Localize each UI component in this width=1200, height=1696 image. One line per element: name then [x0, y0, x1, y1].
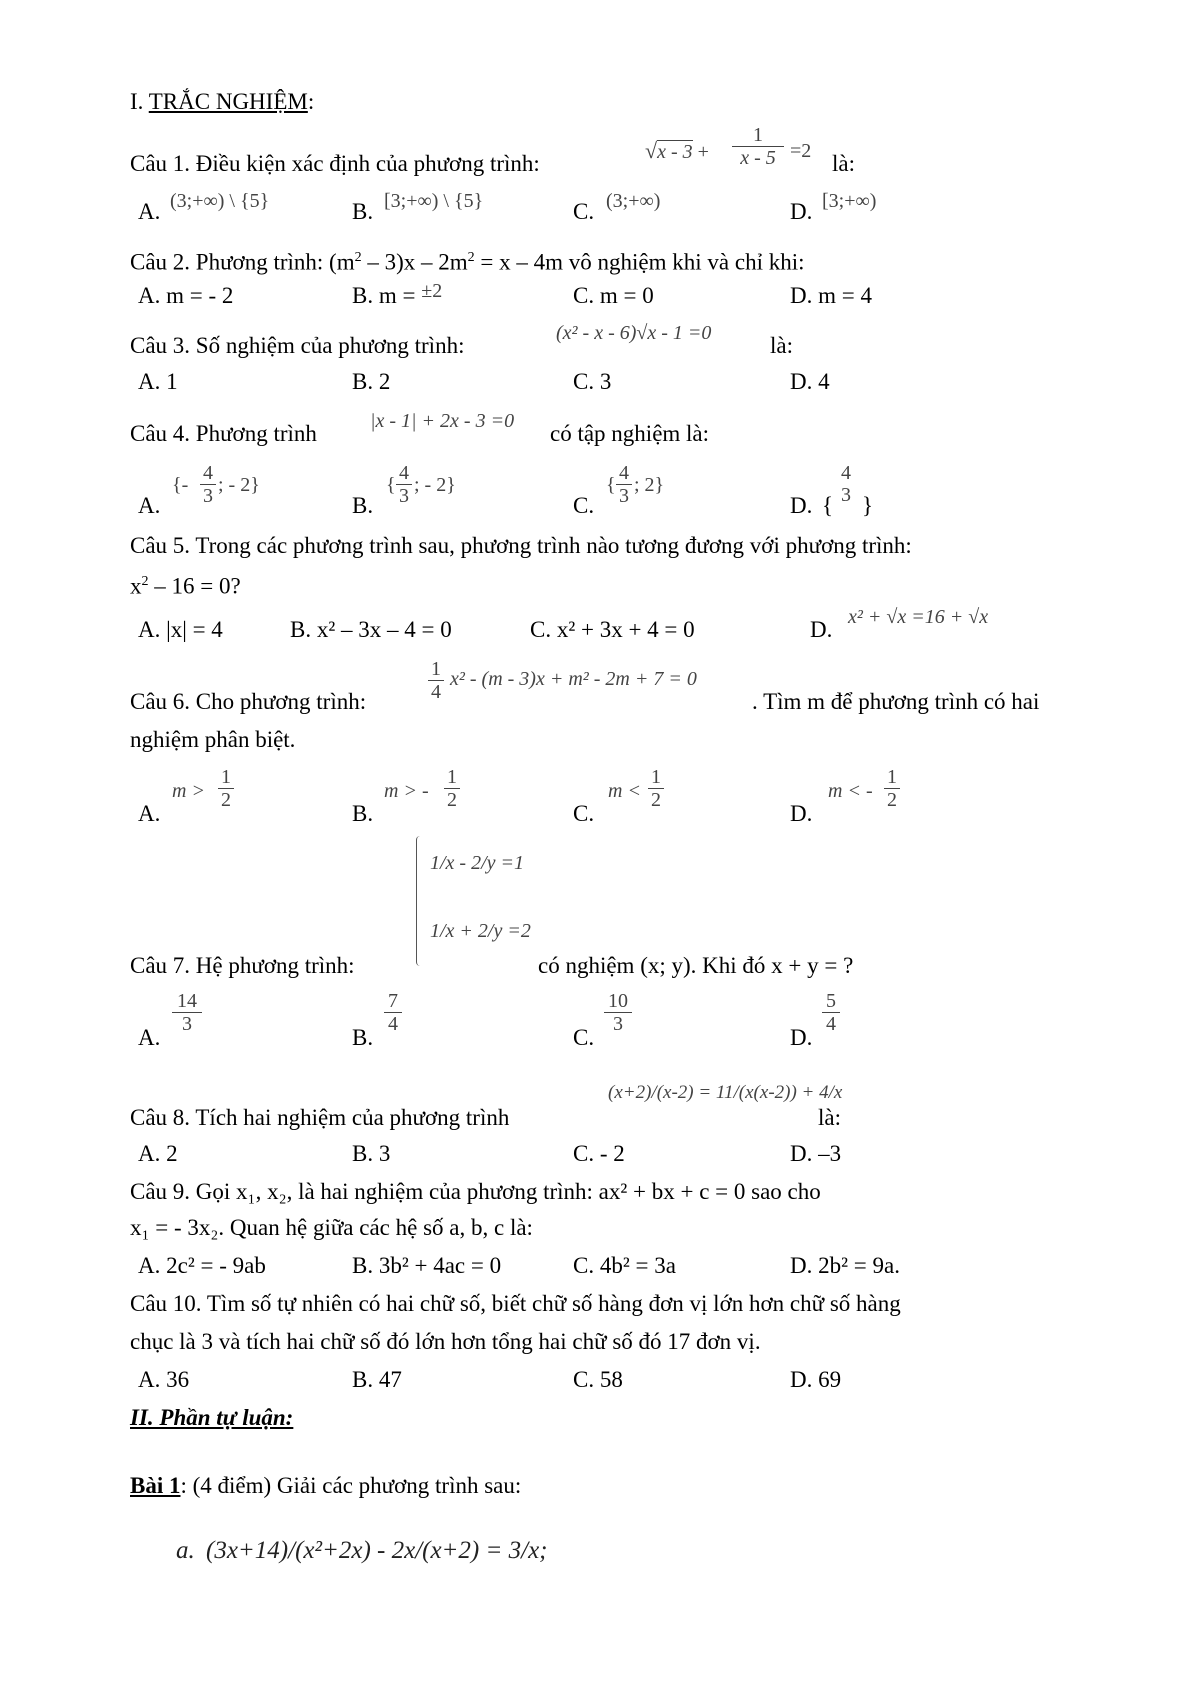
- q2-option-b-value: m =: [378, 283, 422, 308]
- q6-option-b-rel: m > -: [384, 780, 429, 802]
- q1-eq-fraction: [732, 124, 784, 169]
- q6-option-a-frac: [218, 766, 234, 811]
- q6-option-c[interactable]: [573, 800, 594, 828]
- q9-line1: Câu 9. Gọi x₁, x₂, là hai nghiệm của phương trình: ax² + bx + c = 0 sao cho: [130, 1179, 821, 1204]
- q5-line2-sup: 2: [141, 574, 149, 589]
- q6-option-d-rel: m < -: [828, 780, 873, 802]
- q9-option-b[interactable]: [352, 1252, 501, 1280]
- q1-eq-plus: +: [697, 141, 709, 163]
- q4-option-d-den: 3: [841, 484, 851, 506]
- q2-option-d[interactable]: [790, 282, 872, 310]
- q8-option-b[interactable]: [352, 1140, 390, 1168]
- q7-option-d-frac: [822, 990, 840, 1035]
- q7-option-c-frac: [604, 990, 632, 1035]
- q5-line1: Câu 5. Trong các phương trình sau, phương trình nào tương đương với phương trình:: [130, 533, 912, 558]
- q6-eq-num: 1: [431, 658, 441, 680]
- q2-option-b-extra: ±2: [421, 280, 443, 302]
- q3-suffix: là:: [770, 333, 793, 358]
- q5-option-c[interactable]: [530, 616, 695, 644]
- q2-option-d-value: m = 4: [818, 283, 872, 308]
- q4-option-a-pre: {-: [172, 474, 189, 496]
- q7-option-b-den: 4: [384, 1012, 402, 1035]
- q9-option-a[interactable]: [138, 1252, 266, 1280]
- q4-option-b-num: 4: [399, 462, 409, 484]
- q8-option-a[interactable]: [138, 1140, 178, 1168]
- q4-option-a-label: A.: [138, 493, 161, 518]
- q10-option-a-label: A.: [138, 1367, 161, 1392]
- q1-option-c-value: (3;+∞): [606, 190, 661, 212]
- q4-option-a[interactable]: [138, 492, 160, 520]
- q1-eq-num: 1: [753, 124, 763, 146]
- section-1-heading: [130, 88, 314, 116]
- q4-option-c-pre: {: [606, 474, 616, 496]
- q8-option-a-label: A.: [138, 1141, 161, 1166]
- q7-suffix: có nghiệm (x; y). Khi đó x + y = ?: [538, 953, 854, 978]
- q7-option-a-label: A.: [138, 1025, 161, 1050]
- q1-option-a-value: (3;+∞) \ {5}: [170, 190, 270, 212]
- q1-eq-right: =2: [790, 140, 812, 162]
- q8-equation: (x+2)/(x-2) = 11/(x(x-2)) + 4/x: [608, 1082, 843, 1103]
- q6-option-d[interactable]: [790, 800, 812, 828]
- q1-option-d[interactable]: [790, 198, 812, 226]
- q1-suffix: là:: [832, 151, 855, 176]
- q8-text: Câu 8. Tích hai nghiệm của phương trình: [130, 1105, 510, 1130]
- section-1-prefix: I.: [130, 89, 149, 114]
- q7-option-b-label: B.: [352, 1025, 374, 1050]
- q2-mid2: = x – 4m vô nghiệm khi và chỉ khi:: [474, 249, 805, 275]
- bai1-label: Bài 1: [130, 1473, 181, 1498]
- q4-option-c-num: 4: [619, 462, 629, 484]
- q7-sys-line2: 1/x + 2/y =2: [430, 920, 531, 942]
- q8-option-c[interactable]: [573, 1140, 625, 1168]
- q7-option-c-den: 3: [604, 1012, 632, 1035]
- q7-option-a-den: 3: [172, 1012, 202, 1035]
- q7-option-b[interactable]: [352, 1024, 373, 1052]
- q4-option-b-pre: {: [386, 474, 396, 496]
- q4-suffix: có tập nghiệm là:: [550, 421, 710, 446]
- q9-option-c-label: C.: [573, 1253, 595, 1278]
- q4-option-b[interactable]: [352, 492, 373, 520]
- q5-option-d[interactable]: [810, 616, 832, 644]
- q3-text: Câu 3. Số nghiệm của phương trình:: [130, 333, 465, 358]
- q2-sup-1: 2: [354, 250, 362, 265]
- q2-option-b-label: B.: [352, 283, 374, 308]
- q8-option-d[interactable]: [790, 1140, 841, 1168]
- q10-option-a-value: 36: [166, 1367, 190, 1392]
- q5-option-b-label: B.: [290, 617, 312, 642]
- q1-option-a[interactable]: [138, 198, 160, 226]
- q6-option-b-den: 2: [444, 788, 460, 811]
- q7-option-c-label: C.: [573, 1025, 595, 1050]
- q8-option-c-value: - 2: [599, 1141, 625, 1166]
- q4-equation: |x - 1| + 2x - 3 =0: [370, 410, 515, 432]
- q10-option-b-label: B.: [352, 1367, 374, 1392]
- q9-option-a-value: 2c² = - 9ab: [166, 1253, 266, 1278]
- q10-option-d[interactable]: [790, 1366, 841, 1394]
- q6-line2: nghiệm phân biệt.: [130, 727, 296, 752]
- q7-sys-line1: 1/x - 2/y =1: [430, 852, 525, 874]
- q6-option-d-num: 1: [887, 766, 897, 788]
- q8-option-b-label: B.: [352, 1141, 374, 1166]
- q2-mid1: – 3)x – 2m: [361, 249, 468, 275]
- q9-option-d-value: 2b² = 9a.: [818, 1253, 900, 1278]
- q6-option-a-num: 1: [221, 766, 231, 788]
- q4-option-a-num: 4: [203, 462, 213, 484]
- q7-system-brace: [416, 836, 423, 966]
- q3-equation: (x² - x - 6)√x - 1 =0: [556, 322, 712, 344]
- q4-option-c-label: C.: [573, 493, 595, 518]
- q2-sup-2: 2: [467, 250, 475, 265]
- q9-line2: x₁ = - 3x₂. Quan hệ giữa các hệ số a, b, c là:: [130, 1215, 533, 1240]
- q4-option-c-post: ; 2}: [634, 474, 665, 496]
- q6-option-c-den: 2: [648, 788, 664, 811]
- q7-option-b-frac: [384, 990, 402, 1035]
- q4-option-d-label: D.: [790, 493, 813, 518]
- q9-option-b-value: 3b² + 4ac = 0: [378, 1253, 502, 1278]
- q4-option-d-frac: [838, 462, 854, 506]
- q6-option-b[interactable]: [352, 800, 373, 828]
- q9-option-a-label: A.: [138, 1253, 161, 1278]
- q7-option-b-num: 7: [388, 990, 398, 1012]
- q1-option-d-label: D.: [790, 199, 813, 224]
- section-1-title: TRẮC NGHIỆM: [148, 89, 308, 114]
- q8-option-a-value: 2: [166, 1141, 178, 1166]
- q4-text: Câu 4. Phương trình: [130, 421, 317, 446]
- q4-option-d-pre: {: [822, 493, 834, 518]
- q8-option-d-label: D.: [790, 1141, 813, 1166]
- q2-option-c-label: C.: [573, 283, 595, 308]
- q4-option-b-label: B.: [352, 493, 374, 518]
- q5-option-b[interactable]: [290, 616, 452, 644]
- q6-option-b-label: B.: [352, 801, 374, 826]
- q4-option-c[interactable]: [573, 492, 594, 520]
- q5-option-b-value: x² – 3x – 4 = 0: [316, 617, 452, 642]
- bai1-a-equation: (3x+14)/(x²+2x) - 2x/(x+2) = 3/x;: [206, 1537, 548, 1564]
- q4-option-b-den: 3: [396, 484, 412, 507]
- q6-suffix: . Tìm m để phương trình có hai: [752, 689, 1040, 714]
- section-2-heading: II. Phần tự luận:: [130, 1405, 294, 1430]
- q4-option-b-post: ; - 2}: [414, 474, 456, 496]
- q4-option-a-frac: [200, 462, 216, 507]
- q1-eq-den: x - 5: [732, 146, 784, 169]
- q5-option-d-label: D.: [810, 617, 833, 642]
- q10-option-c[interactable]: [573, 1366, 623, 1394]
- bai1-heading: [130, 1472, 521, 1500]
- q10-option-d-label: D.: [790, 1367, 813, 1392]
- q2-option-c[interactable]: [573, 282, 654, 310]
- q8-option-d-value: –3: [818, 1141, 842, 1166]
- q5-option-c-label: C.: [530, 617, 552, 642]
- q4-option-d-num: 4: [841, 462, 851, 484]
- q9-option-d-label: D.: [790, 1253, 813, 1278]
- q1-option-b[interactable]: [352, 198, 373, 226]
- q5-option-a[interactable]: [138, 616, 223, 644]
- q3-option-c-value: 3: [599, 369, 612, 394]
- q7-text: Câu 7. Hệ phương trình:: [130, 953, 355, 978]
- q2-option-d-label: D.: [790, 283, 813, 308]
- bai1-a-label: a.: [176, 1537, 195, 1564]
- q5-option-d-value: x² + √x =16 + √x: [848, 606, 989, 628]
- q3-option-d-value: 4: [818, 369, 830, 394]
- q10-option-b[interactable]: [352, 1366, 402, 1394]
- q4-option-a-den: 3: [200, 484, 216, 507]
- q6-option-d-frac: [884, 766, 900, 811]
- q4-option-b-frac: [396, 462, 412, 507]
- q7-option-a-frac: [172, 990, 202, 1035]
- q3-option-c-label: C.: [573, 369, 595, 394]
- q2-option-b[interactable]: [352, 282, 442, 310]
- q7-option-a[interactable]: [138, 1024, 160, 1052]
- q7-option-d-num: 5: [826, 990, 836, 1012]
- q6-option-b-num: 1: [447, 766, 457, 788]
- q6-option-a[interactable]: [138, 800, 160, 828]
- q10-option-c-value: 58: [599, 1367, 623, 1392]
- q2-option-a-label: A.: [138, 283, 161, 308]
- q5-line2-b: – 16 = 0?: [148, 573, 241, 599]
- q7-option-d-den: 4: [822, 1012, 840, 1035]
- section-1-suffix: :: [307, 89, 315, 114]
- q1-option-c[interactable]: [573, 198, 594, 226]
- q4-option-a-post: ; - 2}: [218, 474, 260, 496]
- q6-option-d-label: D.: [790, 801, 813, 826]
- q1-option-d-value: [3;+∞): [822, 190, 877, 212]
- q1-option-b-value: [3;+∞) \ {5}: [384, 190, 484, 212]
- q7-option-a-num: 14: [177, 990, 197, 1012]
- q2-option-a[interactable]: [138, 282, 233, 310]
- q6-option-a-den: 2: [218, 788, 234, 811]
- q6-option-b-frac: [444, 766, 460, 811]
- q4-option-d[interactable]: [790, 492, 812, 520]
- q3-option-a[interactable]: [138, 368, 178, 396]
- q3-option-b-value: 2: [378, 369, 391, 394]
- q4-option-c-frac: [616, 462, 632, 507]
- q6-option-c-frac: [648, 766, 664, 811]
- q4-option-d-post: }: [862, 493, 874, 518]
- q10-option-b-value: 47: [378, 1367, 402, 1392]
- q5-option-a-value: |x| = 4: [166, 617, 223, 642]
- q9-option-c[interactable]: [573, 1252, 676, 1280]
- q7-option-c[interactable]: [573, 1024, 594, 1052]
- q1-option-c-label: C.: [573, 199, 595, 224]
- q1-option-b-label: B.: [352, 199, 374, 224]
- q1-eq-sqrt: x - 3: [657, 141, 693, 163]
- q6-option-c-rel: m <: [608, 780, 641, 802]
- q1-text: Câu 1. Điều kiện xác định của phương trình:: [130, 151, 540, 176]
- q2-prefix: Câu 2. Phương trình: (m: [130, 249, 355, 275]
- q5-line2-a: x: [130, 573, 142, 599]
- q5-option-c-value: x² + 3x + 4 = 0: [556, 617, 695, 642]
- q5-option-a-label: A.: [138, 617, 161, 642]
- q2-option-a-value: m = - 2: [166, 283, 234, 308]
- q6-eq-fraction: [428, 658, 444, 703]
- q2-text: [130, 244, 805, 277]
- q1-equation: √x - 3 +: [645, 138, 709, 163]
- q3-option-a-value: 1: [166, 369, 178, 394]
- q5-line2: [130, 568, 241, 601]
- q1-option-a-label: A.: [138, 199, 161, 224]
- q3-option-d[interactable]: [790, 368, 830, 396]
- q2-option-c-value: m = 0: [599, 283, 654, 308]
- q9-option-b-label: B.: [352, 1253, 374, 1278]
- q10-option-d-value: 69: [818, 1367, 842, 1392]
- q10-option-c-label: C.: [573, 1367, 595, 1392]
- q6-eq-rest: x² - (m - 3)x + m² - 2m + 7 = 0: [450, 668, 697, 690]
- q6-eq-den: 4: [428, 680, 444, 703]
- q9-option-c-value: 4b² = 3a: [599, 1253, 676, 1278]
- q6-option-c-label: C.: [573, 801, 595, 826]
- q7-option-d-label: D.: [790, 1025, 813, 1050]
- q6-option-d-den: 2: [884, 788, 900, 811]
- q3-option-b-label: B.: [352, 369, 374, 394]
- q7-option-c-num: 10: [608, 990, 628, 1012]
- q8-option-b-value: 3: [378, 1141, 391, 1166]
- q6-option-a-label: A.: [138, 801, 161, 826]
- bai1-text: : (4 điểm) Giải các phương trình sau:: [180, 1473, 522, 1498]
- q4-option-c-den: 3: [616, 484, 632, 507]
- q7-option-d[interactable]: [790, 1024, 812, 1052]
- q6-option-a-rel: m >: [172, 780, 205, 802]
- q9-option-d[interactable]: [790, 1252, 900, 1280]
- q3-option-a-label: A.: [138, 369, 161, 394]
- q3-option-d-label: D.: [790, 369, 813, 394]
- q6-option-c-num: 1: [651, 766, 661, 788]
- q8-suffix: là:: [818, 1105, 841, 1130]
- q8-option-c-label: C.: [573, 1141, 595, 1166]
- q3-option-c[interactable]: [573, 368, 611, 396]
- q10-option-a[interactable]: [138, 1366, 189, 1394]
- q10-line1: Câu 10. Tìm số tự nhiên có hai chữ số, biết chữ số hàng đơn vị lớn hơn chữ số hàng: [130, 1291, 901, 1316]
- q6-text: Câu 6. Cho phương trình:: [130, 689, 367, 714]
- q10-line2: chục là 3 và tích hai chữ số đó lớn hơn tổng hai chữ số đó 17 đơn vị.: [130, 1329, 761, 1354]
- q3-option-b[interactable]: [352, 368, 390, 396]
